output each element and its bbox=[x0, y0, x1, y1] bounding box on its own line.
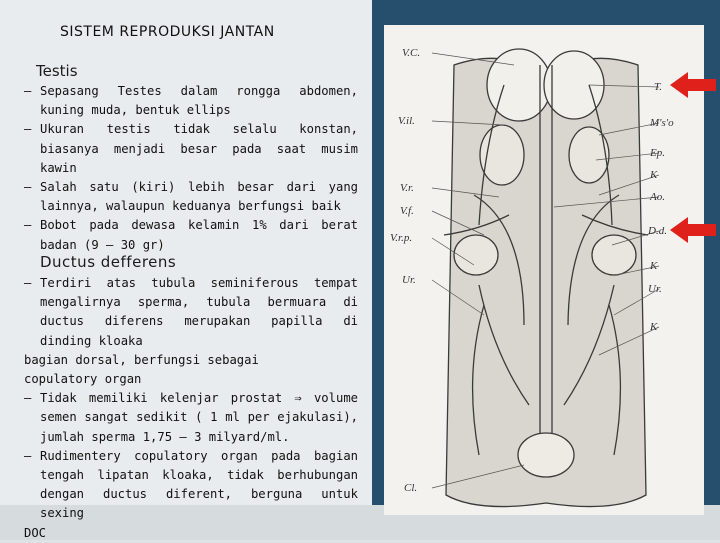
slide-title: SISTEM REPRODUKSI JANTAN bbox=[60, 24, 275, 40]
paragraph-line: copulatory organ bbox=[24, 372, 142, 387]
testis-heading: Testis bbox=[36, 62, 78, 80]
diagram-drawing bbox=[444, 49, 648, 507]
label-k2: K bbox=[650, 260, 658, 272]
list-item: – Terdiri atas tubula seminiferous tempat mengalirnya sperma, tubula bermuara di ductus diferens merupakan papilla di dinding kloaka bbox=[24, 276, 358, 348]
label-k3: K bbox=[650, 321, 658, 333]
testis-list bbox=[24, 82, 358, 255]
label-vil: V.il. bbox=[398, 115, 415, 127]
label-t: T. bbox=[654, 81, 663, 93]
label-vr: V.r. bbox=[400, 182, 414, 194]
reproductive-anatomy-diagram bbox=[384, 25, 704, 515]
label-ao: Ao. bbox=[650, 191, 665, 203]
list-item: – Tidak memiliki kelenjar prostat ⇒ volume semen sangat sedikit ( 1 ml per ejakulasi), jumlah sperma 1,75 – 3 milyard/ml. bbox=[24, 391, 358, 444]
ductus-heading: Ductus defferens bbox=[40, 253, 177, 271]
label-cl: Cl. bbox=[404, 482, 418, 494]
label-k1: K bbox=[650, 169, 658, 181]
ductus-list bbox=[24, 274, 358, 543]
list-item: – Sepasang Testes dalam rongga abdomen, kuning muda, bentuk ellips bbox=[24, 84, 358, 118]
label-mso: M's'o bbox=[650, 117, 674, 129]
label-ur2: Ur. bbox=[648, 283, 662, 295]
list-item: – Salah satu (kiri) lebih besar dari yang lainnya, walaupun keduanya berfungsi baik bbox=[24, 180, 358, 214]
red-arrow-icon bbox=[670, 72, 716, 98]
paragraph-line: DOC bbox=[24, 525, 47, 540]
red-arrow-icon bbox=[670, 217, 716, 243]
label-vrp: V.r.p. bbox=[390, 232, 413, 244]
label-vf: V.f. bbox=[400, 205, 414, 217]
label-ep: Ep. bbox=[650, 147, 665, 159]
label-dd: D.d. bbox=[648, 225, 667, 237]
label-ur: Ur. bbox=[402, 274, 416, 286]
label-vc: V.C. bbox=[402, 47, 421, 59]
list-item: – Rudimentery copulatory organ pada bagian tengah lipatan kloaka, tidak berhubungan dengan ductus diferent, berguna untuk sexing bbox=[24, 448, 358, 521]
paragraph-line: bagian dorsal, berfungsi sebagai bbox=[24, 352, 259, 367]
list-item: – Ukuran testis tidak selalu konstan, biasanya menjadi besar pada saat musim kawin bbox=[24, 122, 358, 175]
list-item: – Bobot pada dewasa kelamin 1% dari berat badan (9 – 30 gr) bbox=[24, 218, 358, 252]
